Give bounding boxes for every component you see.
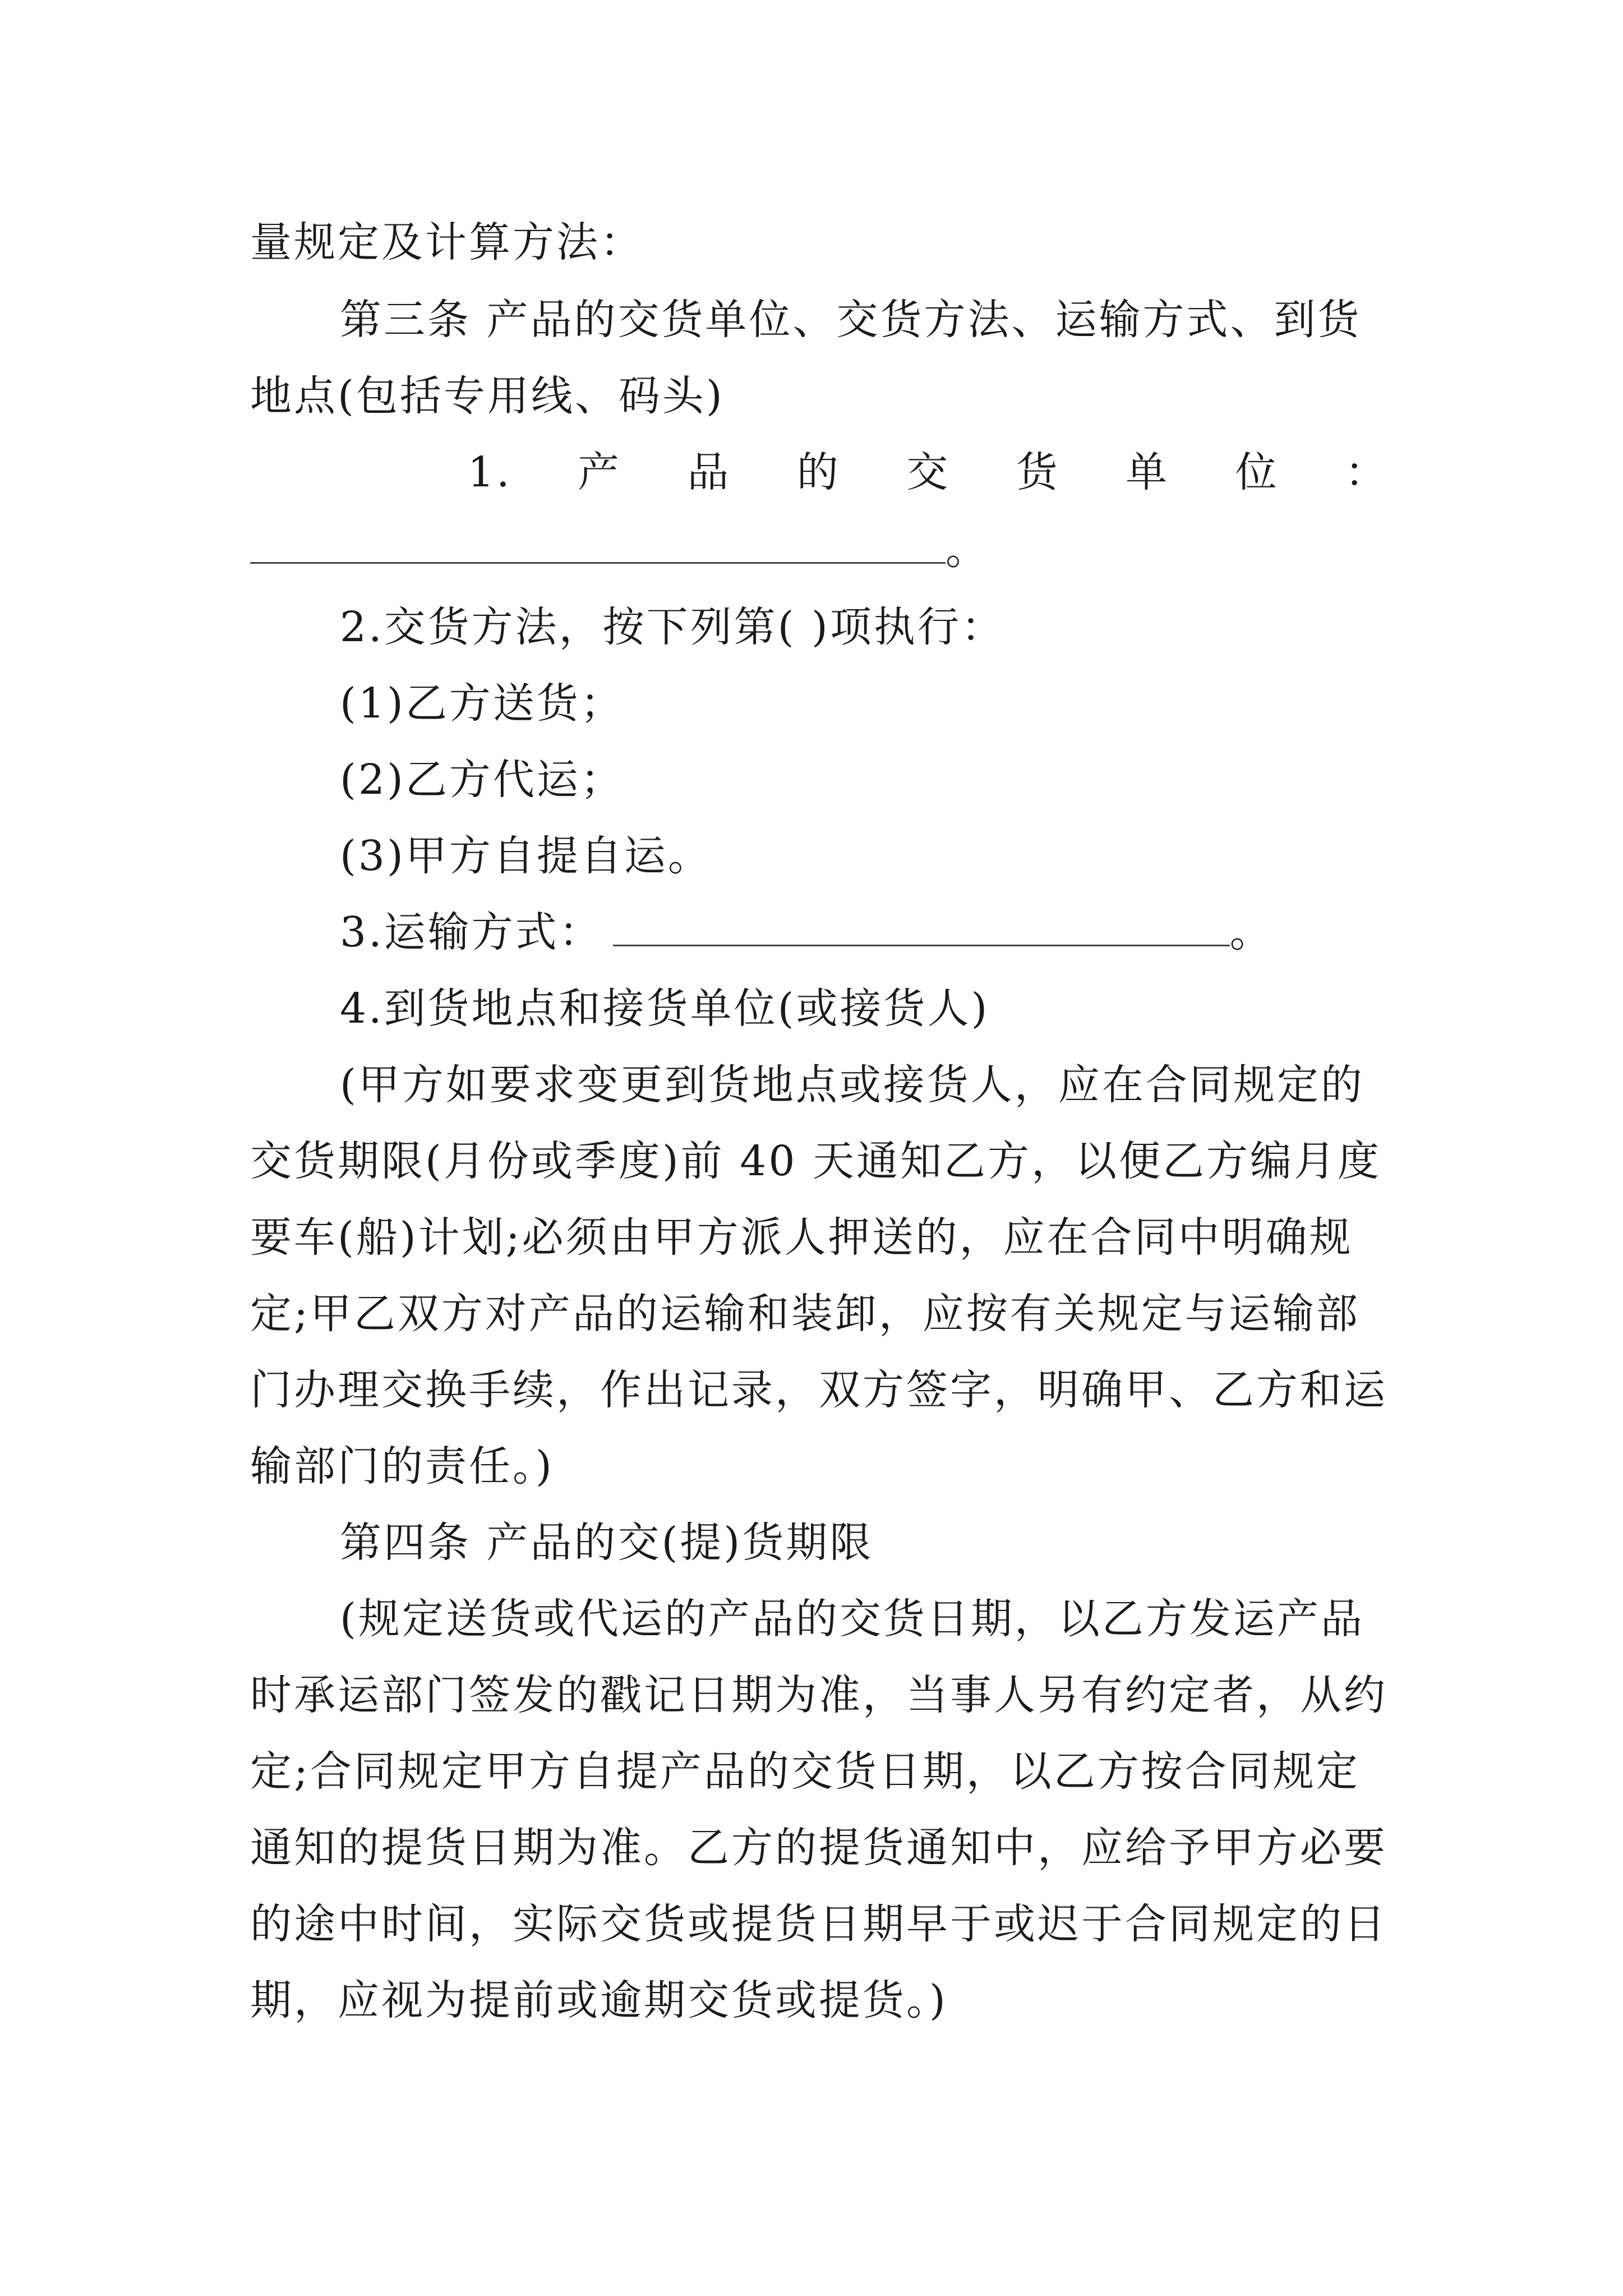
paragraph-line: (甲方如要求变更到货地点或接货人，应在合同规定的 [340, 1061, 1364, 1109]
item-3-transport-method: 3.运输方式： 。 [340, 904, 1389, 960]
article-4-heading: 第四条 产品的交(提)货期限 [340, 1519, 874, 1567]
paragraph-line: 通知的提货日期为准。乙方的提货通知中，应给予甲方必要 [250, 1824, 1387, 1872]
paragraph-line: 输部门的责任。) [250, 1442, 554, 1490]
item-2-heading: 2.交货方法，按下列第( )项执行： [340, 603, 1005, 651]
paragraph-line: 定;甲乙双方对产品的运输和装卸，应按有关规定与运输部 [250, 1290, 1360, 1338]
item-4-heading: 4.到货地点和接货单位(或接货人) [340, 984, 990, 1033]
paragraph-line: 要车(船)计划;必须由甲方派人押送的，应在合同中明确规 [250, 1213, 1353, 1262]
article-3-heading: 第三条 产品的交货单位、交货方法、运输方式、到货 [340, 296, 1362, 344]
paragraph-line: 交货期限(月份或季度)前 40 天通知乙方，以便乙方编月度 [250, 1137, 1381, 1185]
paragraph-line: 的途中时间，实际交货或提货日期早于或迟于合同规定的日 [250, 1900, 1387, 1948]
text-line: 地点(包括专用线、码头) [250, 372, 725, 420]
paragraph-line: 门办理交换手续，作出记录，双方签字，明确甲、乙方和运 [250, 1366, 1387, 1414]
text-line: 量规定及计算方法： [250, 218, 644, 266]
item-1-fill-line: 。 [250, 522, 1389, 578]
paragraph-line: 定;合同规定甲方自提产品的交货日期，以乙方按合同规定 [250, 1747, 1360, 1796]
item-1-delivery-unit: 1. 产 品 的 交 货 单 位 ： [468, 448, 1389, 496]
blank-underline [250, 523, 946, 564]
paragraph-line: 时承运部门签发的戳记日期为准，当事人另有约定者，从约 [250, 1671, 1387, 1719]
option-3: (3)甲方自提自运。 [340, 832, 712, 880]
option-1: (1)乙方送货； [340, 679, 624, 728]
paragraph-line: 期，应视为提前或逾期交货或提货。) [250, 1976, 948, 2024]
option-2: (2)乙方代运； [340, 756, 624, 804]
paragraph-line: (规定送货或代运的产品的交货日期，以乙方发运产品 [340, 1595, 1364, 1643]
blank-underline [613, 905, 1230, 946]
